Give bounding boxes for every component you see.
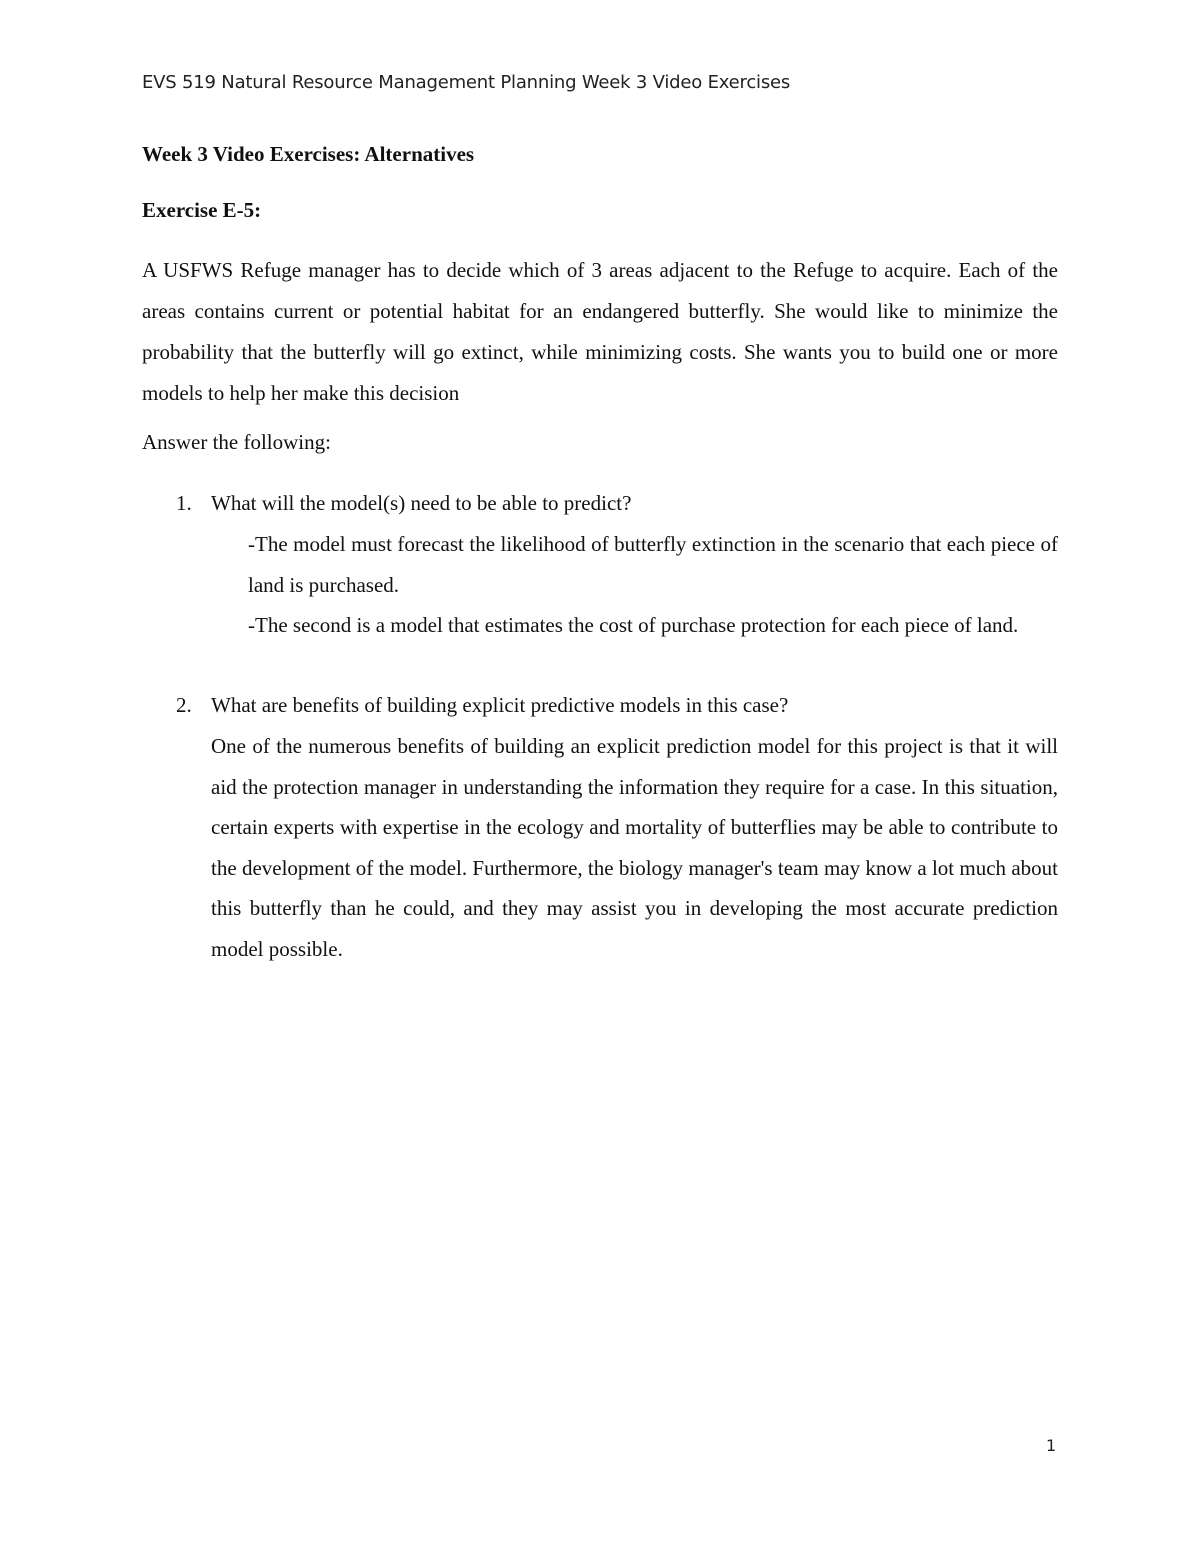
exercise-heading: Exercise E-5: <box>142 198 262 222</box>
page-header: EVS 519 Natural Resource Management Planning Week 3 Video Exercises <box>142 72 791 93</box>
answer-instruction: Answer the following: <box>142 430 331 454</box>
document-title: Week 3 Video Exercises: Alternatives <box>142 142 475 166</box>
page-number: 1 <box>1046 1436 1057 1455</box>
question-1-answer-1: -The model must forecast the likelihood of butterfly extinction in the scenario that each piece of land is purchased. <box>248 532 1058 597</box>
question-2-text: What are benefits of building explicit predictive models in this case? <box>211 693 789 717</box>
question-1-text: What will the model(s) need to be able to predict? <box>211 491 632 515</box>
question-1-number: 1. <box>176 491 192 515</box>
question-2-answer: One of the numerous benefits of building an explicit prediction model for this project is that it will aid the protection manager in understanding the information they require for a case. In this situation, certain experts with expertise in the ecology and mortality of butterflies may be able to contribute to the development of the model. Furthermore, the biology manager's team may know a lot much about this butterfly than he could, and they may assist you in developing the most accurate prediction model possible. <box>211 734 1058 961</box>
question-2 <box>176 685 788 726</box>
question-1 <box>176 483 631 524</box>
question-1-answer-2: -The second is a model that estimates the cost of purchase protection for each piece of land. <box>248 613 1019 637</box>
intro-paragraph: A USFWS Refuge manager has to decide which of 3 areas adjacent to the Refuge to acquire. Each of the areas contains current or potential habitat for an endangered butterfly. She would like to minimize the probability that the butterfly will go extinct, while minimizing costs. She wants you to build one or more models to help her make this decision <box>142 258 1058 405</box>
question-2-number: 2. <box>176 693 192 717</box>
